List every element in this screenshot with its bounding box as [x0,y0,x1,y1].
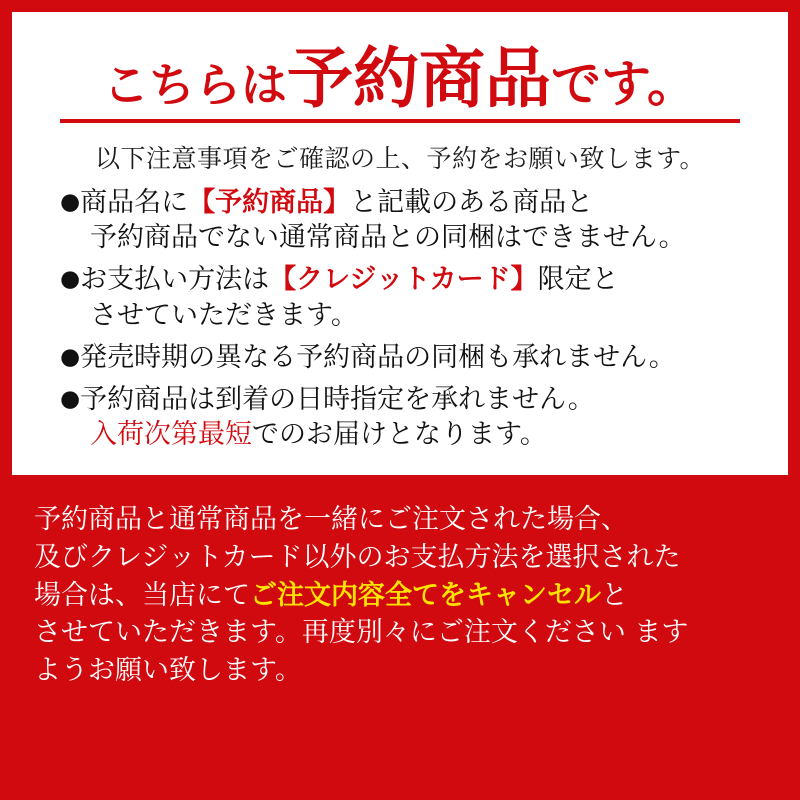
footer-line-4: させていただきます。再度別々にご注文ください ます [34,617,689,649]
bullet-3-text: 発売時期の異なる予約商品の同梱も承れません。 [80,341,676,373]
bullet-1-text-post: と記載のある商品と [350,187,594,219]
list-item [60,340,762,375]
list-item [60,262,762,332]
bullet-2-highlight: 【クレジットカード】 [269,264,538,296]
bullet-2-text-pre: お支払い方法は [80,264,270,296]
headline-part-1: こちらは [103,58,287,112]
footer-line-3-pre: 場合は、当店にて [34,579,250,611]
bullet-1-text-pre: 商品名に [80,187,189,219]
notice-footer-block [0,475,800,800]
bullet-marker-icon: ● [60,385,81,412]
footer-line-5: ようお願い致します。 [34,655,302,687]
footer-line-1: 予約商品と通常商品を一緒にご注文された場合、 [34,503,628,535]
bullet-marker-icon: ● [60,189,81,216]
headline-divider [60,119,740,123]
bullet-marker-icon: ● [60,266,81,293]
headline-part-2: 予約商品 [287,40,551,117]
list-item [60,185,762,255]
bullet-4-text: 予約商品は到着の日時指定を承れません。 [80,383,595,415]
headline-part-3: です。 [551,55,697,113]
list-item [60,382,762,452]
bullet-1-highlight: 【予約商品】 [188,187,351,219]
bullet-marker-icon: ● [60,343,81,370]
footer-line-3-post: と [601,579,628,611]
bullet-4-line-2 [60,417,762,452]
notice-top-section [12,12,788,459]
bullet-2-text-post: 限定と [537,264,619,296]
subheadline: 以下注意事項をご確認の上、予約をお願い致します。 [94,144,705,174]
headline [12,40,788,117]
bullet-4-highlight: 入荷次第最短 [90,418,252,450]
bullet-2-line-2: させていただきます。 [90,299,358,331]
footer-line-3 [34,577,766,615]
footer-line-2: 及びクレジットカード以外のお支払方法を選択された [34,541,681,573]
bullet-4-line-2-post: でのお届けとなります。 [252,418,547,450]
bullet-1-line-2: 予約商品でない通常商品との同梱はできません。 [90,222,686,254]
footer-cancel-highlight: ご注文内容全てをキャンセル [250,579,601,611]
bullet-list [12,185,788,452]
